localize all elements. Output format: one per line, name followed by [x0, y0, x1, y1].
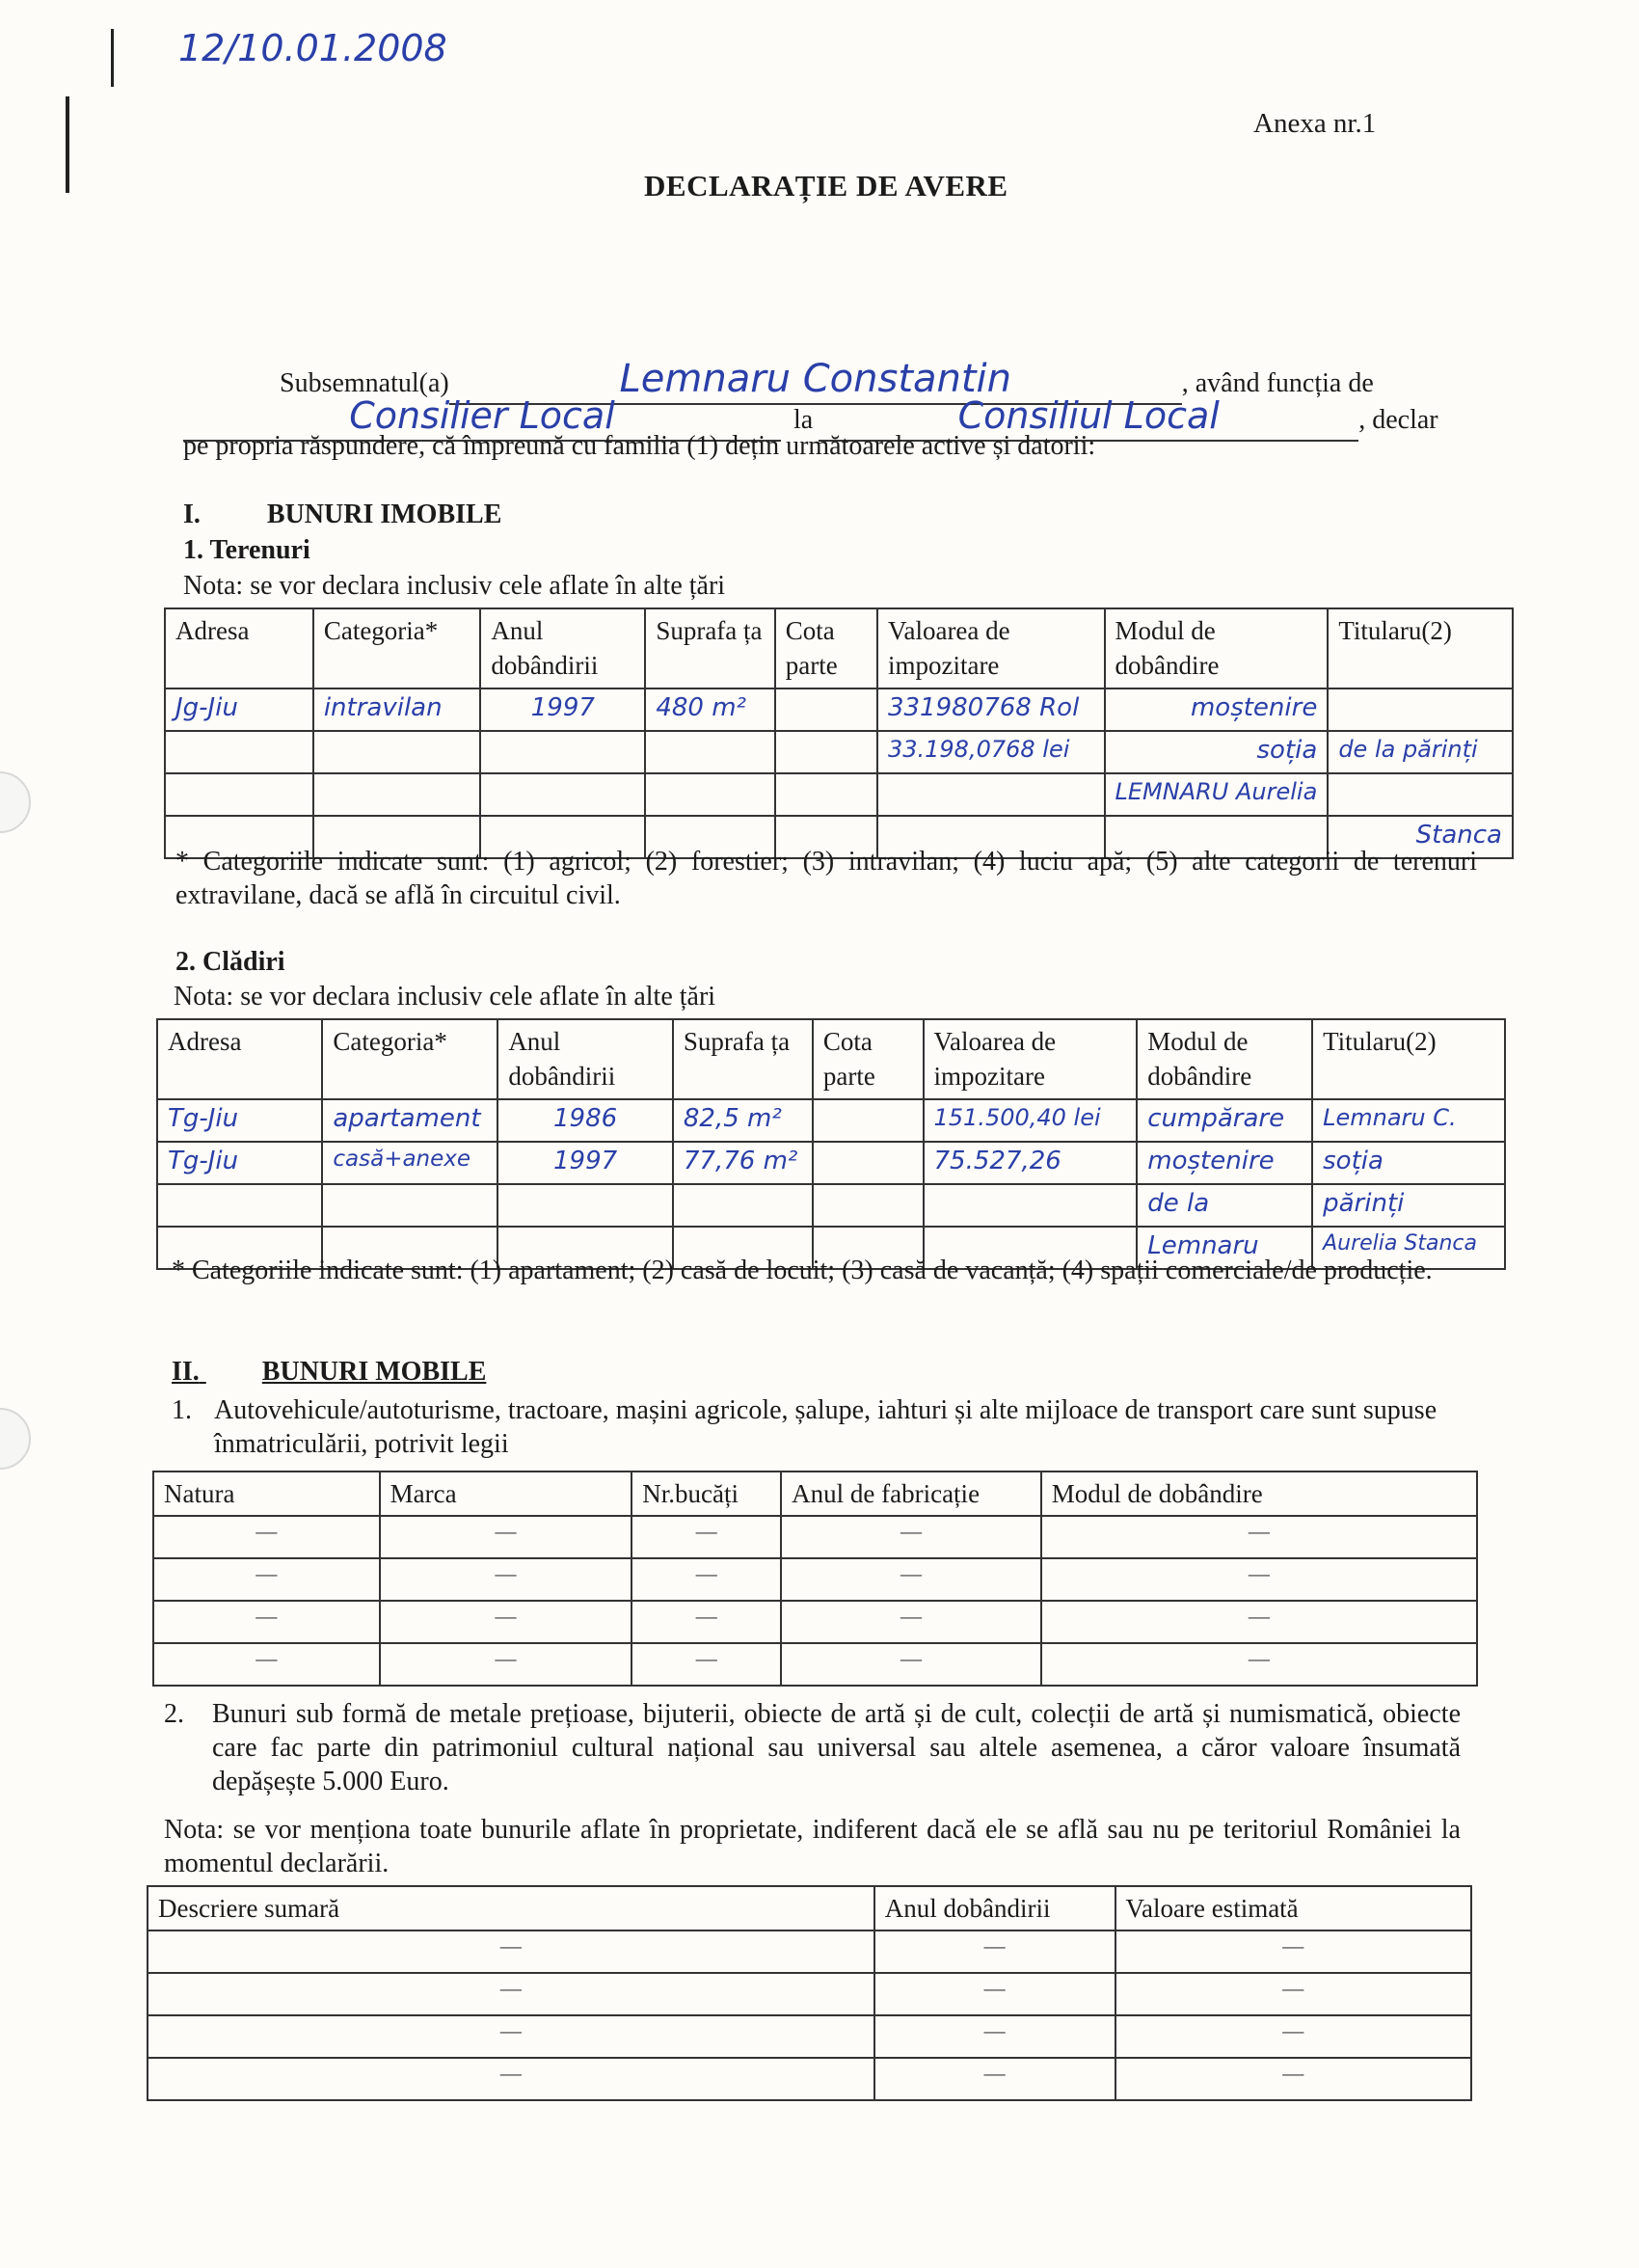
column-header: Titularu(2)	[1312, 1019, 1505, 1099]
cell-modul: Lemnaru	[1137, 1227, 1312, 1269]
dash-mark: —	[1282, 1976, 1304, 2001]
page-title: DECLARAȚIE DE AVERE	[644, 169, 1008, 202]
column-header: Anul dobândirii	[480, 608, 645, 688]
function-label: , având funcția de	[1181, 368, 1374, 398]
dash-mark: —	[695, 1519, 717, 1544]
column-header: Suprafa ța	[673, 1019, 813, 1099]
cell-suprafata	[645, 731, 774, 773]
column-header: Anul dobândirii	[874, 1886, 1115, 1930]
column-header: Categoria*	[313, 608, 481, 688]
cell-categoria: apartament	[322, 1099, 497, 1142]
dash-mark: —	[983, 2018, 1006, 2043]
table-row	[165, 731, 1513, 773]
cladiri-table	[156, 1018, 1506, 1270]
cell-suprafata	[645, 773, 774, 816]
cell-titular: părinți	[1312, 1184, 1505, 1227]
table-header-row	[153, 1472, 1477, 1516]
cell-titular: Lemnaru C.	[1312, 1099, 1505, 1142]
cell-modul: moștenire	[1137, 1142, 1312, 1184]
cell-valoare: 151.500,40 lei	[924, 1099, 1138, 1142]
table-row	[157, 1184, 1505, 1227]
cell-titular: soția	[1312, 1142, 1505, 1184]
terenuri-heading: 1. Terenuri	[183, 535, 310, 565]
overflow-note: Stanca	[1328, 816, 1513, 858]
column-header: Anul dobândirii	[497, 1019, 673, 1099]
cell-categoria	[313, 773, 481, 816]
la-label: la	[793, 405, 814, 435]
column-header: Titularu(2)	[1328, 608, 1513, 688]
valuables-intro	[164, 1697, 1461, 1798]
section-2-heading	[172, 1355, 486, 1389]
table-row	[153, 1516, 1477, 1558]
cell-suprafata: 82,5 m²	[673, 1099, 813, 1142]
cladiri-heading: 2. Clădiri	[175, 947, 285, 977]
column-header: Suprafa ța	[645, 608, 774, 688]
column-header: Marca	[380, 1472, 632, 1516]
table-row	[165, 773, 1513, 816]
dash-mark: —	[1248, 1561, 1270, 1586]
column-header: Valoarea de impozitare	[924, 1019, 1138, 1099]
table-row	[157, 1142, 1505, 1184]
dash-mark: —	[495, 1561, 517, 1586]
scan-margin-mark-2	[111, 29, 114, 87]
declar-label: , declar	[1358, 405, 1438, 435]
column-header: Adresa	[157, 1019, 322, 1099]
dash-mark: —	[499, 1976, 522, 2001]
dash-mark: —	[695, 1646, 717, 1671]
column-header: Descriere sumară	[148, 1886, 874, 1930]
table-row	[153, 1558, 1477, 1601]
dash-mark: —	[1282, 2061, 1304, 2086]
dash-mark: —	[499, 1933, 522, 1958]
valuables-intro-text: Bunuri sub formă de metale prețioase, bijuterii, obiecte de artă și de cult, colecții de artă și numismatică, obiecte care fac parte din patrimoniul cultural național sau universal sau altele asemenea, a căror valoare însumată depășește 5.000 Euro.	[212, 1699, 1461, 1796]
table-row	[148, 1930, 1471, 1973]
column-header: Adresa	[165, 608, 313, 688]
dash-mark: —	[499, 2018, 522, 2043]
cell-valoare	[877, 773, 1105, 816]
cell-categoria	[313, 731, 481, 773]
dash-mark: —	[900, 1561, 922, 1586]
cell-modul: LEMNARU Aurelia	[1105, 773, 1329, 816]
dash-mark: —	[495, 1519, 517, 1544]
valuables-note: Nota: se vor menționa toate bunurile aflate în proprietate, indiferent dacă ele se află sau nu pe teritoriul României la momentul declarării.	[164, 1815, 1461, 1878]
cell-valoare: 331980768 Rol	[877, 688, 1105, 731]
column-header: Cota parte	[813, 1019, 924, 1099]
cell-modul: soția	[1105, 731, 1329, 773]
subsemnatul-label: Subsemnatul(a)	[280, 368, 449, 398]
registration-note: 12/10.01.2008	[178, 27, 447, 69]
cell-titular: Aurelia Stanca	[1312, 1227, 1505, 1269]
table-row	[165, 688, 1513, 731]
section-2-numeral: II.	[172, 1357, 200, 1387]
cell-categoria: casă+anexe	[322, 1142, 497, 1184]
section-2-title: BUNURI MOBILE	[261, 1357, 487, 1387]
cell-suprafata: 77,76 m²	[673, 1142, 813, 1184]
cladiri-footnote: * Categoriile indicate sunt: (1) apartament; (2) casă de locuit; (3) casă de vacanță; (4) spații comerciale/de producție.	[172, 1256, 1433, 1285]
column-header: Nr.bucăți	[631, 1472, 781, 1516]
cell-adresa: Tg-Jiu	[157, 1142, 322, 1184]
cell-adresa	[165, 731, 313, 773]
cell-anul: 1997	[480, 688, 645, 731]
dash-mark: —	[1282, 2018, 1304, 2043]
declarant-institution: Consiliul Local	[957, 394, 1220, 437]
table-row	[153, 1643, 1477, 1686]
cell-adresa: Tg-Jiu	[157, 1099, 322, 1142]
dash-mark: —	[1248, 1646, 1270, 1671]
table-row	[148, 2015, 1471, 2058]
table-row	[153, 1601, 1477, 1643]
valuables-table	[147, 1885, 1472, 2101]
table-row	[148, 2058, 1471, 2100]
cell-suprafata: 480 m²	[645, 688, 774, 731]
table-header-row	[157, 1019, 1505, 1099]
cell-anul: 1986	[497, 1099, 673, 1142]
valuables-intro-num: 2.	[164, 1699, 184, 1729]
annex-label: Anexa nr.1	[1253, 108, 1377, 139]
cell-titular	[1328, 688, 1513, 731]
punch-hole	[0, 1408, 31, 1470]
cell-anul: 1997	[497, 1142, 673, 1184]
dash-mark: —	[900, 1604, 922, 1629]
cell-cota	[813, 1142, 924, 1184]
section-1-heading	[183, 498, 501, 531]
cell-modul: moștenire	[1105, 688, 1329, 731]
column-header: Natura	[153, 1472, 380, 1516]
cladiri-note: Nota: se vor declara inclusiv cele aflate în alte țări	[174, 982, 716, 1012]
column-header: Valoarea de impozitare	[877, 608, 1105, 688]
dash-mark: —	[983, 1976, 1006, 2001]
scan-margin-mark	[66, 96, 69, 193]
dash-mark: —	[983, 2061, 1006, 2086]
dash-mark: —	[900, 1519, 922, 1544]
cell-valoare: 75.527,26	[924, 1142, 1138, 1184]
terenuri-footnote: * Categoriile indicate sunt: (1) agricol; (2) forestier; (3) intravilan; (4) luciu apă; (5) alte categorii de terenuri extravilane, dacă se află în circuitul civil.	[175, 847, 1477, 910]
column-header: Modul de dobândire	[1105, 608, 1329, 688]
cell-titular: de la părinți	[1328, 731, 1513, 773]
cell-cota	[775, 688, 877, 731]
vehicles-intro	[172, 1393, 1464, 1461]
cell-cota	[775, 731, 877, 773]
dash-mark: —	[983, 1933, 1006, 1958]
table-header-row	[148, 1886, 1471, 1930]
vehicles-intro-num: 1.	[172, 1395, 192, 1425]
declarant-name: Lemnaru Constantin	[619, 357, 1012, 401]
cell-valoare: 33.198,0768 lei	[877, 731, 1105, 773]
section-1-numeral: I.	[183, 500, 201, 529]
terenuri-table	[164, 608, 1514, 859]
cell-modul: de la	[1137, 1184, 1312, 1227]
punch-hole	[0, 771, 31, 833]
dash-mark: —	[1248, 1604, 1270, 1629]
dash-mark: —	[255, 1561, 278, 1586]
cell-anul	[480, 773, 645, 816]
vehicles-intro-text: Autovehicule/autoturisme, tractoare, mașini agricole, șalupe, iahturi și alte mijloace de transport care sunt supuse înmatriculării, potrivit legii	[214, 1395, 1437, 1459]
dash-mark: —	[900, 1646, 922, 1671]
dash-mark: —	[495, 1646, 517, 1671]
dash-mark: —	[1282, 1933, 1304, 1958]
table-row	[148, 1973, 1471, 2015]
vehicles-table	[152, 1471, 1478, 1687]
cell-modul: cumpărare	[1137, 1099, 1312, 1142]
column-header: Anul de fabricație	[781, 1472, 1041, 1516]
table-header-row	[165, 608, 1513, 688]
cell-anul	[480, 731, 645, 773]
cell-adresa: Jg-Jiu	[165, 688, 313, 731]
cell-titular	[1328, 773, 1513, 816]
declaration-statement: pe propria răspundere, că împreună cu familia (1) dețin următoarele active și datorii:	[183, 431, 1096, 461]
declarant-function: Consilier Local	[349, 394, 615, 437]
section-1-title: BUNURI IMOBILE	[266, 500, 502, 529]
dash-mark: —	[255, 1519, 278, 1544]
column-header: Valoare estimată	[1115, 1886, 1472, 1930]
dash-mark: —	[695, 1604, 717, 1629]
dash-mark: —	[255, 1646, 278, 1671]
column-header: Modul de dobândire	[1041, 1472, 1477, 1516]
terenuri-note: Nota: se vor declara inclusiv cele aflate în alte țări	[183, 571, 726, 601]
column-header: Categoria*	[322, 1019, 497, 1099]
column-header: Modul de dobândire	[1137, 1019, 1312, 1099]
dash-mark: —	[499, 2061, 522, 2086]
table-row	[157, 1099, 1505, 1142]
dash-mark: —	[695, 1561, 717, 1586]
column-header: Cota parte	[775, 608, 877, 688]
dash-mark: —	[255, 1604, 278, 1629]
dash-mark: —	[1248, 1519, 1270, 1544]
dash-mark: —	[495, 1604, 517, 1629]
cell-cota	[775, 773, 877, 816]
cell-categoria: intravilan	[313, 688, 481, 731]
cell-adresa	[165, 773, 313, 816]
cell-cota	[813, 1099, 924, 1142]
